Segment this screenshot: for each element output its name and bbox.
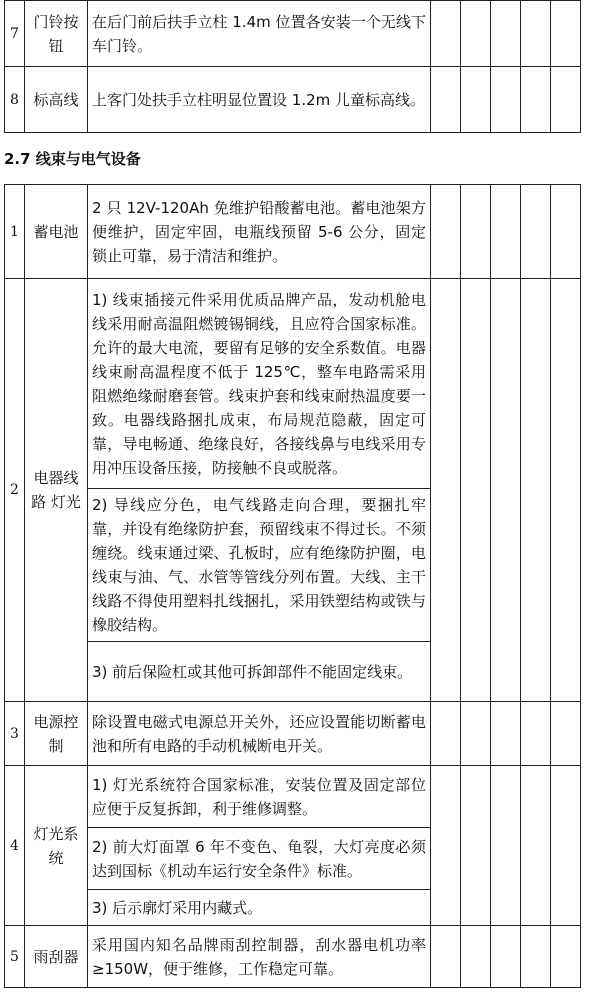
item-content: 1) 线束插接元件采用优质品牌产品，发动机舱电线采用耐高温阻燃镀锡铜线，且应符合国家标准。允许的最大电流，要留有足够的安全系数值。电器线束耐高温程度不低于 125℃，整车电路需采用阻燃绝缘耐磨套管。线束护套和线束耐热温度要一致。电器线路捆扎成束，布局规范隐蔽，固定可靠，导电畅通、绝缘良好，各接线鼻与电线采用专用冲压设备压接，防接触不良或脱落。 xyxy=(88,279,431,489)
row-number: 4 xyxy=(5,766,25,926)
table-row xyxy=(5,279,581,489)
row-number: 1 xyxy=(5,185,25,279)
item-content: 除设置电磁式电源总开关外，还应设置能切断蓄电池和所有电路的手动机械断电开关。 xyxy=(88,702,431,766)
item-name: 电源控制 xyxy=(25,702,88,766)
row-number: 3 xyxy=(5,702,25,766)
table-row xyxy=(5,185,581,279)
table-row xyxy=(5,926,581,988)
item-content: 在后门前后扶手立柱 1.4m 位置各安装一个无线下车门铃。 xyxy=(88,1,431,67)
spec-table-top xyxy=(4,0,581,133)
table-row xyxy=(5,766,581,828)
row-number: 5 xyxy=(5,926,25,988)
section-title: 2.7 线束与电气设备 xyxy=(4,150,141,168)
row-number: 2 xyxy=(5,279,25,702)
item-name: 电器线路 灯光 xyxy=(25,279,88,702)
table-row xyxy=(5,1,581,67)
item-content: 2) 导线应分色，电气线路走向合理，要捆扎牢靠，并设有绝缘防护套，预留线束不得过长。不须缠绕。线束通过梁、孔板时，应有绝缘防护圈，电线束与油、气、水管等管线分列布置。大线、主干线路不得使用塑料扎线捆扎，采用铁塑结构或铁与橡胶结构。 xyxy=(88,489,431,642)
item-content: 采用国内知名品牌雨刮控制器，刮水器电机功率≥150W，便于维修，工作稳定可靠。 xyxy=(88,926,431,988)
item-name: 蓄电池 xyxy=(25,185,88,279)
row-number: 8 xyxy=(5,67,25,133)
item-name: 雨刮器 xyxy=(25,926,88,988)
table-row xyxy=(5,67,581,133)
item-content: 1) 灯光系统符合国家标准，安装位置及固定部位应便于反复拆卸，利于维修调整。 xyxy=(88,766,431,828)
table-row xyxy=(5,702,581,766)
item-content: 3) 前后保险杠或其他可拆卸部件不能固定线束。 xyxy=(88,642,431,702)
item-content: 上客门处扶手立柱明显位置设 1.2m 儿童标高线。 xyxy=(88,67,431,133)
item-content: 2 只 12V-120Ah 免维护铅酸蓄电池。蓄电池架方便维护，固定牢固，电瓶线预留 5-6 公分，固定锁止可靠，易于清洁和维护。 xyxy=(88,185,431,279)
row-number: 7 xyxy=(5,1,25,67)
spec-table-electrical xyxy=(4,184,581,988)
item-name: 标高线 xyxy=(25,67,88,133)
item-name: 门铃按钮 xyxy=(25,1,88,67)
item-name: 灯光系统 xyxy=(25,766,88,926)
item-content: 3) 后示廓灯采用内藏式。 xyxy=(88,890,431,926)
item-content: 2) 前大灯面罩 6 年不变色、龟裂，大灯亮度必须达到国标《机动车运行安全条件》标准。 xyxy=(88,828,431,890)
